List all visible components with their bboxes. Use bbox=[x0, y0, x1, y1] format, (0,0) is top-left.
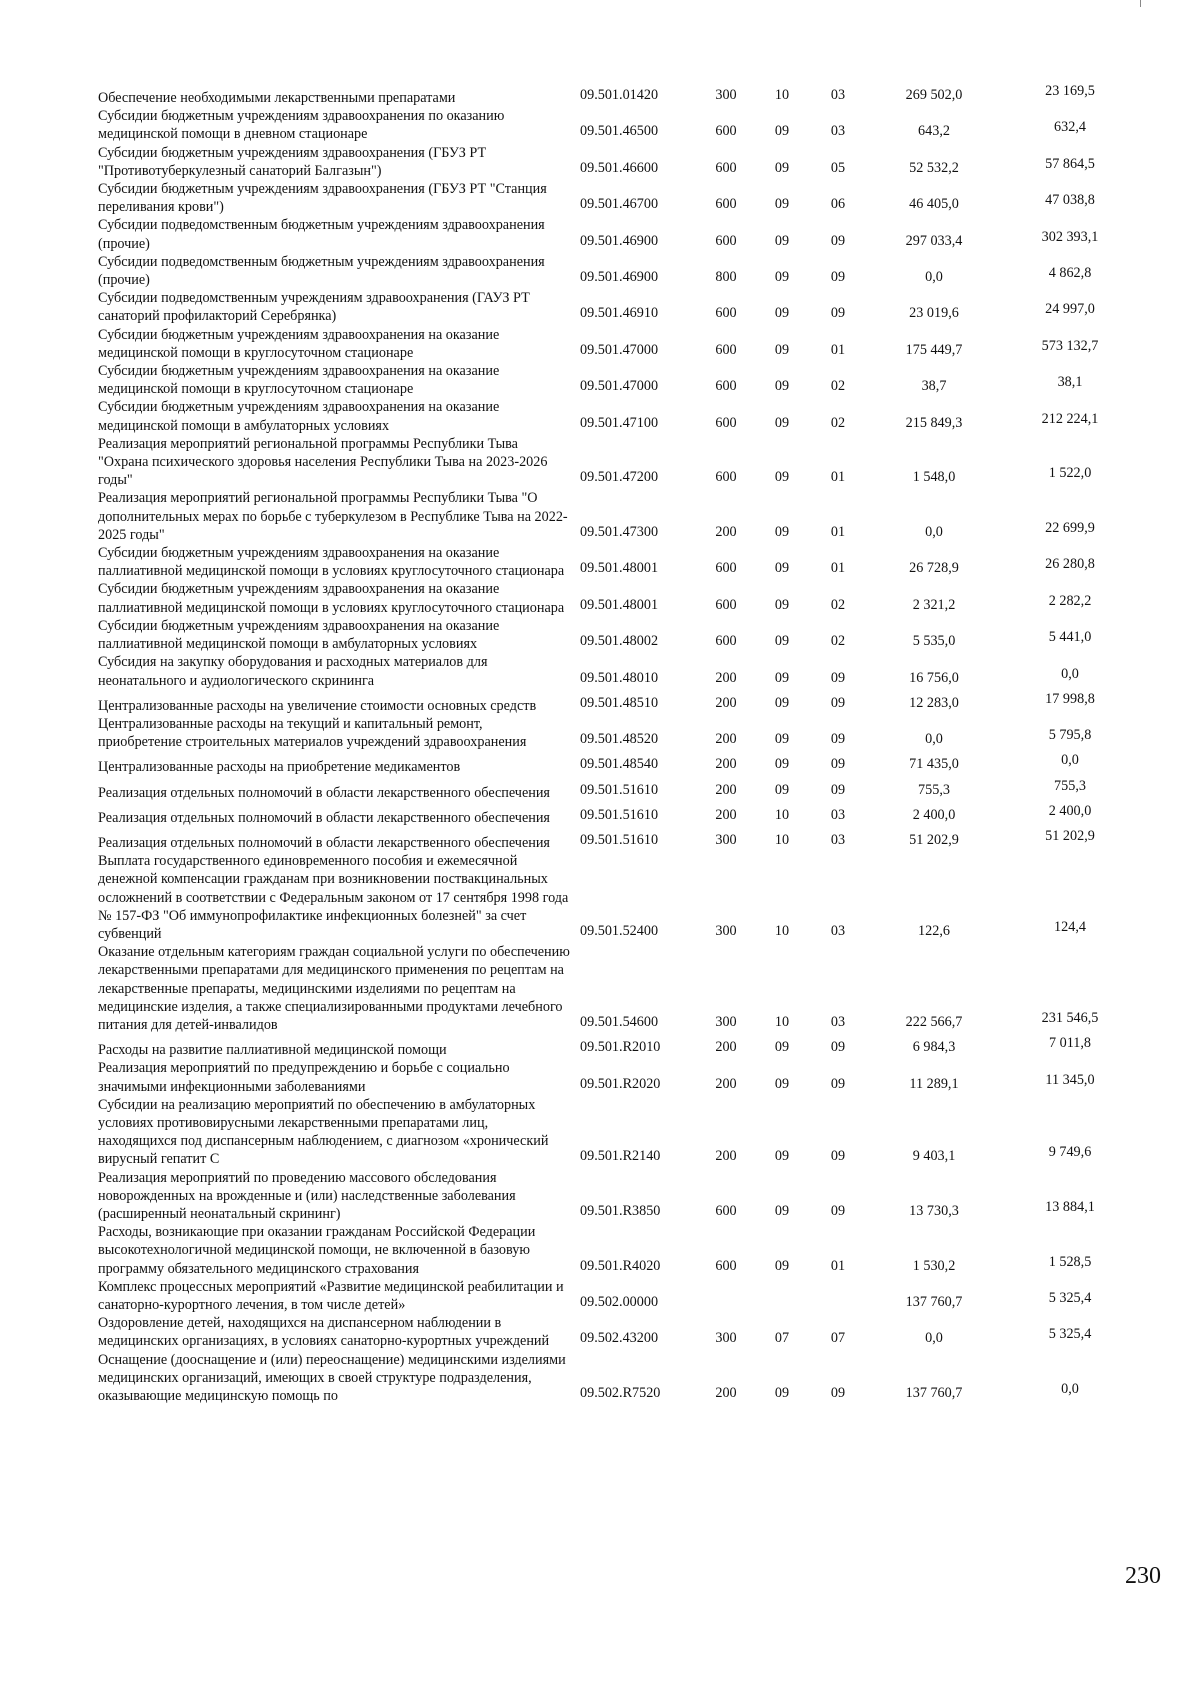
expense-name: Субсидия на закупку оборудования и расходных материалов для неонатального и аудиологического скрининга bbox=[98, 654, 488, 689]
section-code: 09 bbox=[774, 1385, 790, 1402]
amount-year-1: 9 403,1 bbox=[912, 1148, 956, 1165]
subsection-code: 09 bbox=[830, 1202, 846, 1219]
budget-code: 09.501.46500 bbox=[580, 123, 659, 140]
amount-year-2: 5 441,0 bbox=[1048, 629, 1092, 646]
expense-type-code: 600 bbox=[715, 232, 737, 249]
budget-code: 09.501.51610 bbox=[580, 806, 659, 823]
budget-table-sheet bbox=[98, 82, 1138, 1405]
budget-code: 09.501.52400 bbox=[580, 922, 659, 939]
section-code: 10 bbox=[774, 806, 790, 823]
subsection-code: 09 bbox=[830, 669, 846, 686]
section-code: 09 bbox=[774, 378, 790, 395]
budget-code: 09.501.48540 bbox=[580, 756, 659, 773]
table-row bbox=[98, 802, 1138, 827]
expense-name: Расходы на развитие паллиативной медицинской помощи bbox=[98, 1042, 447, 1059]
budget-code: 09.501.46700 bbox=[580, 196, 659, 213]
expense-name: Субсидии бюджетным учреждениям здравоохранения по оказанию медицинской помощи в дневном стационаре bbox=[98, 108, 505, 143]
section-code: 09 bbox=[774, 1039, 790, 1056]
table-row bbox=[98, 326, 1138, 362]
section-code: 09 bbox=[774, 523, 790, 540]
expense-type-code: 200 bbox=[715, 694, 737, 711]
section-code: 10 bbox=[774, 831, 790, 848]
table-row bbox=[98, 943, 1138, 1034]
section-code: 09 bbox=[774, 781, 790, 798]
section-code: 09 bbox=[774, 232, 790, 249]
amount-year-1: 11 289,1 bbox=[909, 1075, 959, 1092]
amount-year-2: 7 011,8 bbox=[1048, 1035, 1092, 1052]
section-code: 09 bbox=[774, 414, 790, 431]
section-code: 09 bbox=[774, 1148, 790, 1165]
budget-code: 09.501.47000 bbox=[580, 341, 659, 358]
expense-name: Субсидии подведомственным бюджетным учреждениям здравоохранения (прочие) bbox=[98, 253, 545, 289]
amount-year-1: 6 984,3 bbox=[912, 1039, 956, 1056]
section-code bbox=[754, 1278, 810, 1314]
section-code: 09 bbox=[774, 305, 790, 322]
expense-type-code: 200 bbox=[715, 731, 737, 748]
amount-year-1: 23 019,6 bbox=[909, 305, 959, 322]
expense-name: Субсидии бюджетным учреждениям здравоохранения на оказание медицинской помощи в круглосуточном стационаре bbox=[98, 363, 500, 398]
section-code: 09 bbox=[774, 269, 790, 286]
budget-code: 09.501.R2020 bbox=[580, 1075, 661, 1092]
amount-year-2: 22 699,9 bbox=[1045, 519, 1095, 536]
expense-type-code: 200 bbox=[715, 806, 737, 823]
subsection-code: 02 bbox=[830, 378, 846, 395]
expense-type-code: 200 bbox=[715, 781, 737, 798]
expense-name: Выплата государственного единовременного пособия и ежемесячной денежной компенсации гражданам при возникновении поствакцинальных осложнений в соответствии с Федеральным законом от 17 сентября 1998 года № 157-ФЗ "Об иммунопрофилактике инфекционных болезней" за счет субвенций bbox=[98, 853, 569, 942]
budget-code: 09.501.48001 bbox=[580, 596, 659, 613]
expense-type-code: 200 bbox=[715, 523, 737, 540]
expense-type-code: 200 bbox=[715, 1075, 737, 1092]
amount-year-1: 26 728,9 bbox=[909, 560, 959, 577]
amount-year-1: 1 530,2 bbox=[912, 1257, 956, 1274]
table-row bbox=[98, 580, 1138, 616]
budget-code: 09.502.00000 bbox=[580, 1294, 659, 1310]
expense-type-code: 600 bbox=[715, 196, 737, 213]
budget-code: 09.501.54600 bbox=[580, 1013, 659, 1030]
expense-name: Оказание отдельным категориям граждан социальной услуги по обеспечению лекарственными препаратами для медицинского применения по рецептам на лекарственные препараты, медицинскими изделиями по рецептам на медицинские изделия, а также специализированными продуктами лечебного питания для детей-инвалидов bbox=[98, 944, 570, 1033]
amount-year-2: 2 400,0 bbox=[1048, 802, 1092, 819]
expense-type-code bbox=[698, 1278, 754, 1314]
expense-name: Субсидии бюджетным учреждениям здравоохранения на оказание паллиативной медицинской помощи в условиях круглосуточного стационара bbox=[98, 581, 565, 616]
table-row bbox=[98, 1096, 1138, 1169]
amount-year-1: 51 202,9 bbox=[909, 831, 959, 848]
expense-name: Централизованные расходы на увеличение стоимости основных средств bbox=[98, 697, 537, 714]
subsection-code: 01 bbox=[830, 523, 846, 540]
budget-code: 09.501.47100 bbox=[580, 414, 659, 431]
subsection-code: 09 bbox=[830, 1385, 846, 1402]
expense-type-code: 600 bbox=[715, 1202, 737, 1219]
amount-year-1: 12 283,0 bbox=[909, 694, 959, 711]
expense-type-code: 300 bbox=[715, 1013, 737, 1030]
subsection-code: 09 bbox=[830, 1148, 846, 1165]
table-row bbox=[98, 82, 1138, 107]
table-row bbox=[98, 653, 1138, 689]
amount-year-2: 11 345,0 bbox=[1045, 1071, 1095, 1088]
amount-year-2: 51 202,9 bbox=[1045, 827, 1095, 844]
section-code: 09 bbox=[774, 731, 790, 748]
budget-code: 09.501.46900 bbox=[580, 269, 659, 286]
amount-year-2: 0,0 bbox=[1061, 752, 1079, 769]
expense-type-code: 600 bbox=[715, 469, 737, 486]
expense-type-code: 200 bbox=[715, 669, 737, 686]
amount-year-1: 2 321,2 bbox=[912, 596, 956, 613]
table-row bbox=[98, 489, 1138, 544]
section-code: 09 bbox=[774, 1075, 790, 1092]
table-row bbox=[98, 435, 1138, 490]
amount-year-1: 2 400,0 bbox=[912, 806, 956, 823]
budget-code: 09.501.R4020 bbox=[580, 1257, 661, 1274]
table-row bbox=[98, 715, 1138, 751]
expense-type-code: 600 bbox=[715, 123, 737, 140]
budget-code: 09.501.46900 bbox=[580, 232, 659, 249]
expense-type-code: 200 bbox=[715, 1385, 737, 1402]
expense-type-code: 300 bbox=[715, 922, 737, 939]
amount-year-1: 52 532,2 bbox=[909, 159, 959, 176]
section-code: 09 bbox=[774, 1202, 790, 1219]
section-code: 09 bbox=[774, 560, 790, 577]
amount-year-2: 1 528,5 bbox=[1048, 1253, 1092, 1270]
amount-year-2: 573 132,7 bbox=[1041, 337, 1099, 354]
budget-code: 09.502.43200 bbox=[580, 1330, 659, 1347]
expense-type-code: 300 bbox=[715, 831, 737, 848]
section-code: 09 bbox=[774, 1257, 790, 1274]
subsection-code: 09 bbox=[830, 731, 846, 748]
expense-name: Субсидии бюджетным учреждениям здравоохранения на оказание медицинской помощи в круглосуточном стационаре bbox=[98, 326, 500, 361]
expense-type-code: 200 bbox=[715, 1039, 737, 1056]
amount-year-2: 13 884,1 bbox=[1045, 1198, 1095, 1215]
amount-year-2: 632,4 bbox=[1054, 119, 1086, 136]
budget-table-body bbox=[98, 82, 1138, 1405]
amount-year-2: 0,0 bbox=[1061, 665, 1079, 682]
table-row bbox=[98, 751, 1138, 776]
budget-code: 09.501.01420 bbox=[580, 87, 659, 103]
amount-year-2: 231 546,5 bbox=[1041, 1009, 1099, 1026]
table-row bbox=[98, 107, 1138, 143]
table-row bbox=[98, 777, 1138, 802]
expense-type-code: 600 bbox=[715, 378, 737, 395]
section-code: 09 bbox=[774, 159, 790, 176]
budget-code: 09.501.R2010 bbox=[580, 1039, 661, 1056]
table-row bbox=[98, 144, 1138, 180]
subsection-code: 09 bbox=[830, 694, 846, 711]
table-row bbox=[98, 362, 1138, 398]
expense-type-code: 800 bbox=[715, 269, 737, 286]
amount-year-2: 24 997,0 bbox=[1045, 301, 1095, 318]
budget-code: 09.501.51610 bbox=[580, 781, 659, 798]
amount-year-2: 23 169,5 bbox=[1045, 83, 1095, 99]
table-row bbox=[98, 852, 1138, 943]
subsection-code: 05 bbox=[830, 159, 846, 176]
amount-year-2: 302 393,1 bbox=[1041, 228, 1099, 245]
expense-name: Реализация мероприятий по проведению массового обследования новорожденных на врожденные и (или) наследственные заболевания (расширенный неонатальный скрининг) bbox=[98, 1169, 516, 1222]
amount-year-2: 124,4 bbox=[1054, 918, 1086, 935]
amount-year-1: 38,7 bbox=[921, 378, 947, 395]
budget-code: 09.501.R2140 bbox=[580, 1148, 661, 1165]
page-number: 230 bbox=[1125, 1563, 1161, 1589]
table-row bbox=[98, 1351, 1138, 1406]
table-row bbox=[98, 690, 1138, 715]
section-code: 09 bbox=[774, 596, 790, 613]
table-row bbox=[98, 253, 1138, 289]
table-row bbox=[98, 1223, 1138, 1278]
expense-name: Централизованные расходы на приобретение медикаментов bbox=[98, 759, 461, 776]
subsection-code: 03 bbox=[830, 1013, 846, 1030]
subsection-code: 09 bbox=[830, 781, 846, 798]
expense-name: Оздоровление детей, находящихся на диспансерном наблюдении в медицинских организациях, в условиях санаторно-курортных учреждений bbox=[98, 1315, 550, 1350]
subsection-code: 09 bbox=[830, 305, 846, 322]
subsection-code: 09 bbox=[830, 269, 846, 286]
amount-year-2: 9 749,6 bbox=[1048, 1144, 1092, 1161]
amount-year-1: 643,2 bbox=[918, 123, 950, 140]
expense-type-code: 200 bbox=[715, 1148, 737, 1165]
expense-name: Реализация мероприятий по предупреждению и борьбе с социально значимыми инфекционными заболеваниями bbox=[98, 1060, 510, 1095]
subsection-code: 03 bbox=[830, 831, 846, 848]
section-code: 10 bbox=[774, 1013, 790, 1030]
table-row bbox=[98, 827, 1138, 852]
amount-year-2: 26 280,8 bbox=[1045, 556, 1095, 573]
amount-year-1: 215 849,3 bbox=[905, 414, 963, 431]
subsection-code: 02 bbox=[830, 596, 846, 613]
amount-year-2: 212 224,1 bbox=[1041, 410, 1099, 427]
budget-code: 09.501.47200 bbox=[580, 469, 659, 486]
amount-year-2: 38,1 bbox=[1057, 374, 1083, 391]
section-code: 09 bbox=[774, 669, 790, 686]
expense-name: Реализация отдельных полномочий в области лекарственного обеспечения bbox=[98, 784, 550, 801]
subsection-code bbox=[810, 1278, 866, 1314]
amount-year-1: 0,0 bbox=[925, 269, 943, 286]
section-code: 09 bbox=[774, 633, 790, 650]
expense-name: Субсидии подведомственным бюджетным учреждениям здравоохранения (прочие) bbox=[98, 217, 545, 252]
subsection-code: 07 bbox=[830, 1330, 846, 1347]
amount-year-1: 175 449,7 bbox=[905, 341, 963, 358]
table-row bbox=[98, 1278, 1138, 1314]
budget-code: 09.501.51610 bbox=[580, 831, 659, 848]
amount-year-1: 71 435,0 bbox=[909, 756, 959, 773]
subsection-code: 03 bbox=[830, 123, 846, 140]
amount-year-1: 755,3 bbox=[918, 781, 950, 798]
budget-code: 09.501.48001 bbox=[580, 560, 659, 577]
amount-year-1: 16 756,0 bbox=[909, 669, 959, 686]
expense-name: Реализация мероприятий региональной программы Республики Тыва "О дополнительных мерах по борьбе с туберкулезом в Республике Тыва на 2022-2025 годы" bbox=[98, 490, 568, 543]
amount-year-2: 4 862,8 bbox=[1048, 265, 1092, 282]
table-row bbox=[98, 617, 1138, 653]
subsection-code: 01 bbox=[830, 341, 846, 358]
section-code: 09 bbox=[774, 469, 790, 486]
expense-name: Субсидии подведомственным учреждениям здравоохранения (ГАУЗ РТ санаторий профилакторий Серебрянка) bbox=[98, 290, 530, 325]
table-row bbox=[98, 1169, 1138, 1224]
amount-year-2: 1 522,0 bbox=[1048, 465, 1092, 482]
amount-year-2: 17 998,8 bbox=[1045, 690, 1095, 707]
section-code: 09 bbox=[774, 341, 790, 358]
budget-table bbox=[98, 82, 1138, 1405]
subsection-code: 01 bbox=[830, 469, 846, 486]
expense-name: Субсидии бюджетным учреждениям здравоохранения на оказание паллиативной медицинской помощи в условиях круглосуточного стационара bbox=[98, 545, 565, 580]
subsection-code: 09 bbox=[830, 1039, 846, 1056]
expense-type-code: 600 bbox=[715, 305, 737, 322]
subsection-code: 09 bbox=[830, 756, 846, 773]
expense-name: Субсидии бюджетным учреждениям здравоохранения (ГБУЗ РТ "Противотуберкулезный санаторий Балгазын") bbox=[98, 144, 487, 179]
expense-type-code: 600 bbox=[715, 341, 737, 358]
expense-name: Расходы, возникающие при оказании гражданам Российской Федерации высокотехнологичной медицинской помощи, не включенной в базовую программу обязательного медицинского страхования bbox=[98, 1224, 536, 1277]
amount-year-1: 0,0 bbox=[925, 523, 943, 540]
subsection-code: 03 bbox=[830, 806, 846, 823]
table-row bbox=[98, 398, 1138, 434]
amount-year-1: 13 730,3 bbox=[909, 1202, 959, 1219]
amount-year-2: 755,3 bbox=[1054, 777, 1086, 794]
amount-year-2: 57 864,5 bbox=[1045, 155, 1095, 172]
expense-name: Обеспечение необходимыми лекарственными препаратами bbox=[98, 90, 456, 106]
section-code: 09 bbox=[774, 694, 790, 711]
subsection-code: 02 bbox=[830, 414, 846, 431]
table-row bbox=[98, 216, 1138, 252]
budget-code: 09.501.48510 bbox=[580, 694, 659, 711]
budget-code: 09.501.46600 bbox=[580, 159, 659, 176]
amount-year-1: 269 502,0 bbox=[905, 87, 963, 103]
expense-name: Централизованные расходы на текущий и капитальный ремонт, приобретение строительных материалов учреждений здравоохранения bbox=[98, 715, 527, 751]
budget-code: 09.501.R3850 bbox=[580, 1202, 661, 1219]
expense-type-code: 300 bbox=[715, 87, 737, 103]
table-row bbox=[98, 1034, 1138, 1059]
amount-year-2: 2 282,2 bbox=[1048, 592, 1092, 609]
amount-year-1: 46 405,0 bbox=[909, 196, 959, 213]
expense-type-code: 600 bbox=[715, 159, 737, 176]
expense-type-code: 300 bbox=[715, 1330, 737, 1347]
expense-name: Субсидии бюджетным учреждениям здравоохранения на оказание паллиативной медицинской помощи в амбулаторных условиях bbox=[98, 617, 500, 653]
subsection-code: 09 bbox=[830, 1075, 846, 1092]
amount-year-2: 5 325,4 bbox=[1048, 1290, 1092, 1306]
amount-year-1: 0,0 bbox=[925, 1330, 943, 1347]
amount-year-1: 137 760,7 bbox=[905, 1294, 963, 1310]
subsection-code: 09 bbox=[830, 232, 846, 249]
expense-type-code: 600 bbox=[715, 560, 737, 577]
section-code: 07 bbox=[774, 1330, 790, 1347]
expense-type-code: 600 bbox=[715, 596, 737, 613]
expense-name: Субсидии бюджетным учреждениям здравоохранения на оказание медицинской помощи в амбулаторных условиях bbox=[98, 399, 500, 434]
section-code: 10 bbox=[774, 87, 790, 103]
expense-type-code: 200 bbox=[715, 756, 737, 773]
table-row bbox=[98, 289, 1138, 325]
amount-year-1: 0,0 bbox=[925, 731, 943, 748]
amount-year-1: 1 548,0 bbox=[912, 469, 956, 486]
subsection-code: 06 bbox=[830, 196, 846, 213]
section-code: 09 bbox=[774, 756, 790, 773]
budget-code: 09.501.47300 bbox=[580, 523, 659, 540]
table-row bbox=[98, 1314, 1138, 1350]
expense-name: Реализация отдельных полномочий в области лекарственного обеспечения bbox=[98, 834, 550, 851]
amount-year-1: 222 566,7 bbox=[905, 1013, 963, 1030]
amount-year-1: 297 033,4 bbox=[905, 232, 963, 249]
amount-year-1: 122,6 bbox=[918, 922, 950, 939]
scan-corner-mark bbox=[1140, 0, 1141, 7]
table-row bbox=[98, 1059, 1138, 1095]
section-code: 10 bbox=[774, 922, 790, 939]
expense-type-code: 600 bbox=[715, 414, 737, 431]
amount-year-2: 5 795,8 bbox=[1048, 727, 1092, 744]
section-code: 09 bbox=[774, 123, 790, 140]
expense-name: Реализация отдельных полномочий в области лекарственного обеспечения bbox=[98, 809, 550, 826]
budget-code: 09.501.48010 bbox=[580, 669, 659, 686]
expense-type-code: 600 bbox=[715, 633, 737, 650]
budget-code: 09.501.46910 bbox=[580, 305, 659, 322]
budget-code: 09.501.48520 bbox=[580, 731, 659, 748]
subsection-code: 01 bbox=[830, 1257, 846, 1274]
budget-code: 09.502.R7520 bbox=[580, 1385, 661, 1402]
amount-year-2: 0,0 bbox=[1061, 1381, 1079, 1398]
subsection-code: 01 bbox=[830, 560, 846, 577]
expense-name: Субсидии на реализацию мероприятий по обеспечению в амбулаторных условиях противовирусными лекарственными препаратами лиц, находящихся под диспансерным наблюдением, с диагнозом «хронический вирусный гепатит С bbox=[98, 1096, 549, 1168]
expense-name: Реализация мероприятий региональной программы Республики Тыва "Охрана психического здоровья населения Республики Тыва на 2023-2026 годы" bbox=[98, 435, 548, 489]
section-code: 09 bbox=[774, 196, 790, 213]
amount-year-1: 5 535,0 bbox=[912, 633, 956, 650]
subsection-code: 03 bbox=[830, 87, 846, 103]
table-row bbox=[98, 180, 1138, 216]
amount-year-2: 47 038,8 bbox=[1045, 192, 1095, 209]
expense-name: Субсидии бюджетным учреждениям здравоохранения (ГБУЗ РТ "Станция переливания крови") bbox=[98, 181, 547, 216]
amount-year-1: 137 760,7 bbox=[905, 1385, 963, 1402]
table-row bbox=[98, 544, 1138, 580]
expense-name: Комплекс процессных мероприятий «Развитие медицинской реабилитации и санаторно-курортного лечения, в том числе детей» bbox=[98, 1278, 564, 1313]
expense-type-code: 600 bbox=[715, 1257, 737, 1274]
amount-year-2: 5 325,4 bbox=[1048, 1326, 1092, 1343]
subsection-code: 02 bbox=[830, 633, 846, 650]
expense-name: Оснащение (дооснащение и (или) переоснащение) медицинскими изделиями медицинских организаций, имеющих в своей структуре подразделения, оказывающие медицинскую помощь по bbox=[98, 1351, 566, 1405]
budget-code: 09.501.48002 bbox=[580, 633, 659, 650]
subsection-code: 03 bbox=[830, 922, 846, 939]
budget-code: 09.501.47000 bbox=[580, 378, 659, 395]
